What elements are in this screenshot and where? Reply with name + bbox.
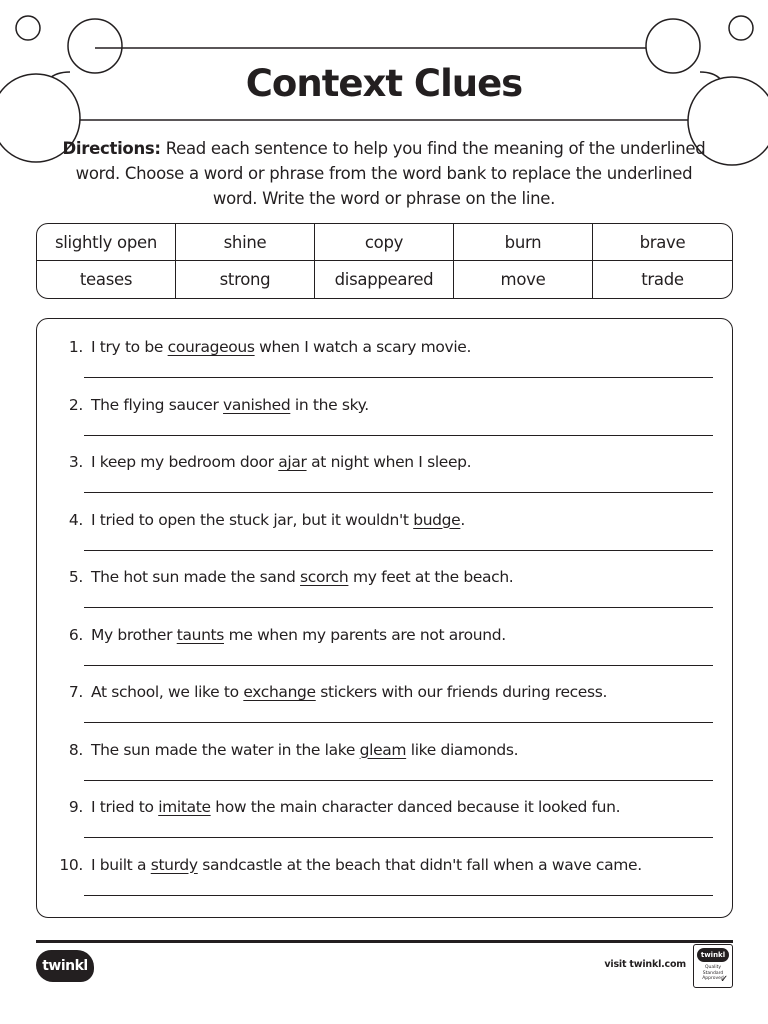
question-text (37, 568, 732, 586)
question-item (37, 492, 732, 550)
word-bank-cell: move (454, 261, 593, 298)
question-item (37, 549, 732, 607)
question-item (37, 434, 732, 492)
question-text (37, 683, 732, 701)
word-bank-cell: strong (176, 261, 315, 298)
question-after: at night when I sleep. (306, 453, 472, 471)
word-bank (36, 223, 733, 299)
question-after: when I watch a scary movie. (254, 338, 472, 356)
question-text (37, 856, 732, 874)
question-number: 9. (68, 798, 83, 816)
question-before: The hot sun made the sand (91, 568, 301, 586)
question-text (37, 338, 732, 356)
underlined-word: vanished (223, 395, 291, 414)
badge-text: Quality Standard Approved (702, 965, 724, 981)
question-text (37, 511, 732, 529)
question-text (37, 453, 732, 471)
underlined-word: sturdy (150, 855, 198, 874)
footer-divider (36, 940, 733, 943)
question-before: The flying saucer (91, 395, 224, 414)
word-bank-cell: burn (454, 224, 593, 261)
twinkl-logo[interactable] (36, 950, 94, 982)
question-text (37, 741, 732, 759)
word-bank-cell: shine (176, 224, 315, 261)
word-bank-cell: slightly open (37, 224, 176, 261)
directions-label: Directions: (62, 139, 161, 158)
question-item (37, 377, 732, 435)
twinkl-logo-text: twinkl (42, 958, 88, 974)
underlined-word: budge (413, 510, 461, 529)
underlined-word: taunts (176, 625, 224, 644)
underlined-word: gleam (359, 740, 407, 759)
question-before: I try to be (91, 338, 168, 356)
visit-twinkl-link[interactable]: visit twinkl.com (604, 959, 686, 970)
answer-line[interactable] (84, 895, 713, 896)
question-before: My brother (91, 625, 177, 644)
question-item (37, 779, 732, 837)
question-before: I tried to open the stuck jar, but it wouldn't (91, 510, 414, 529)
question-item (37, 837, 732, 895)
question-before: The sun made the water in the lake (91, 740, 360, 759)
question-number: 8. (68, 740, 83, 759)
decor-circle-small-right (729, 16, 753, 40)
question-number: 2. (68, 395, 83, 414)
word-bank-cell: teases (37, 261, 176, 298)
underlined-word: scorch (300, 568, 349, 586)
badge-logo (697, 948, 729, 962)
question-after: my feet at the beach. (348, 568, 514, 586)
question-after: like diamonds. (406, 740, 519, 759)
directions (60, 136, 708, 211)
question-after: me when my parents are not around. (224, 625, 506, 644)
underlined-word: exchange (243, 683, 316, 701)
question-after: in the sky. (290, 395, 369, 414)
question-after: . (460, 510, 465, 529)
question-after: sandcastle at the beach that didn't fall when a wave came. (197, 855, 642, 874)
question-after: stickers with our friends during recess. (315, 683, 608, 701)
question-before: I tried to (91, 798, 159, 816)
word-bank-cell: trade (641, 270, 684, 289)
directions-text: Read each sentence to help you find the meaning of the underlined word. Choose a word or phrase from the word bank to replace the underlined word. Write the word or phrase on the line. (75, 139, 706, 208)
question-number: 5. (68, 568, 83, 586)
question-number: 10. (59, 855, 83, 874)
question-text (37, 798, 732, 816)
underlined-word: ajar (278, 453, 307, 471)
question-number: 3. (68, 453, 83, 471)
underlined-word: courageous (167, 338, 255, 356)
questions-panel (36, 318, 733, 918)
question-text (37, 396, 732, 414)
page-title: Context Clues (245, 62, 523, 105)
question-item (37, 722, 732, 780)
question-text (37, 626, 732, 644)
question-item (37, 607, 732, 665)
word-bank-cell: brave (593, 224, 732, 261)
badge-logo-text: twinkl (700, 951, 726, 959)
quality-standard-badge (693, 944, 733, 988)
question-before: I keep my bedroom door (91, 453, 279, 471)
question-number: 6. (68, 625, 83, 644)
word-bank-cell: copy (315, 224, 454, 261)
word-bank-cell: disappeared (315, 261, 454, 298)
question-before: At school, we like to (91, 683, 244, 701)
question-item (37, 664, 732, 722)
question-number: 7. (68, 683, 83, 701)
underlined-word: imitate (158, 798, 211, 816)
question-number: 4. (68, 510, 83, 529)
checkmark-icon: ✓ (720, 974, 729, 985)
question-before: I built a (91, 855, 151, 874)
question-item (37, 319, 732, 377)
question-after: how the main character danced because it looked fun. (210, 798, 621, 816)
question-number: 1. (68, 338, 83, 356)
decor-circle-small-left (16, 16, 40, 40)
